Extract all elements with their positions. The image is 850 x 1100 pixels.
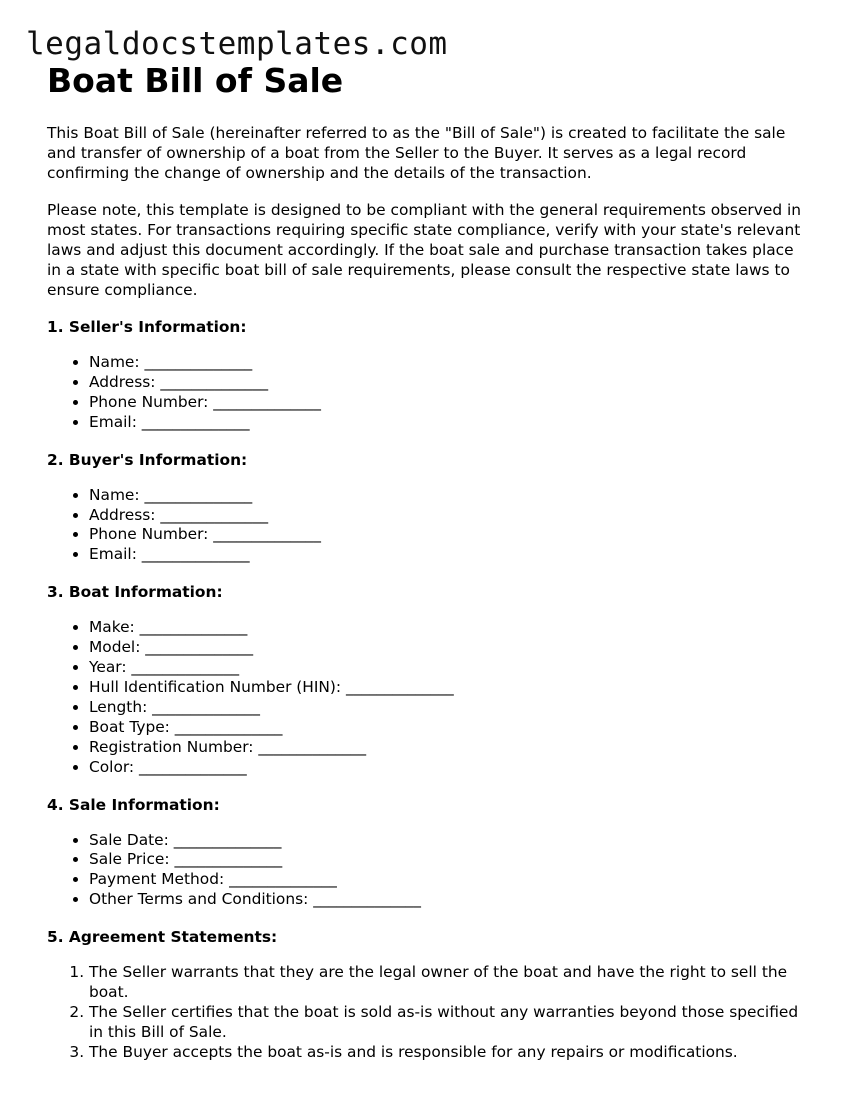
list-item: • Make: ______________	[89, 618, 807, 638]
watermark: legaldocstemplates.com	[26, 26, 448, 62]
document-title: Boat Bill of Sale	[47, 61, 344, 100]
section-heading-sale: 4. Sale Information:	[47, 795, 220, 814]
list-item: • Sale Date: ______________	[89, 831, 807, 851]
list-item: • Name: ______________	[89, 353, 807, 373]
seller-info-list	[47, 353, 807, 433]
list-item: • Phone Number: ______________	[89, 393, 807, 413]
document-body	[47, 60, 807, 1063]
list-item: • Other Terms and Conditions: ______________	[89, 890, 807, 910]
list-item: • Email: ______________	[89, 413, 807, 433]
list-item: 2. The Seller certifies that the boat is sold as-is without any warranties beyond those specified in this Bill of Sale.	[89, 1003, 807, 1043]
list-item: 3. The Buyer accepts the boat as-is and is responsible for any repairs or modifications.	[89, 1043, 807, 1063]
list-item: • Payment Method: ______________	[89, 870, 807, 890]
intro-paragraph-1: This Boat Bill of Sale (hereinafter referred to as the "Bill of Sale") is created to facilitate the sale and transfer of ownership of a boat from the Seller to the Buyer. It serves as a legal record confirming the change of ownership and the details of the transaction.	[47, 124, 786, 182]
list-item: • Hull Identification Number (HIN): ______________	[89, 678, 807, 698]
list-item: • Sale Price: ______________	[89, 850, 807, 870]
list-item: • Color: ______________	[89, 758, 807, 778]
list-item: • Boat Type: ______________	[89, 718, 807, 738]
list-item: 1. The Seller warrants that they are the legal owner of the boat and have the right to sell the boat.	[89, 963, 807, 1003]
list-item: • Name: ______________	[89, 486, 807, 506]
agreement-statements-list	[47, 963, 807, 1063]
intro-paragraph-2: Please note, this template is designed to be compliant with the general requirements observed in most states. For transactions requiring specific state compliance, verify with your state's relevant laws and adjust this document accordingly. If the boat sale and purchase transaction takes place in a state with specific boat bill of sale requirements, please consult the respective state laws to ensure compliance.	[47, 201, 802, 299]
list-item: • Model: ______________	[89, 638, 807, 658]
list-item: • Phone Number: ______________	[89, 525, 807, 545]
buyer-info-list	[47, 486, 807, 566]
section-heading-boat: 3. Boat Information:	[47, 583, 223, 602]
list-item: • Email: ______________	[89, 545, 807, 565]
list-item: • Address: ______________	[89, 506, 807, 526]
list-item: • Address: ______________	[89, 373, 807, 393]
list-item: • Registration Number: ______________	[89, 738, 807, 758]
list-item: • Length: ______________	[89, 698, 807, 718]
sale-info-list	[47, 831, 807, 911]
section-heading-agreement: 5. Agreement Statements:	[47, 928, 278, 947]
section-heading-seller: 1. Seller's Information:	[47, 318, 247, 336]
section-heading-buyer: 2. Buyer's Information:	[47, 450, 248, 469]
boat-info-list	[47, 618, 807, 777]
list-item: • Year: ______________	[89, 658, 807, 678]
